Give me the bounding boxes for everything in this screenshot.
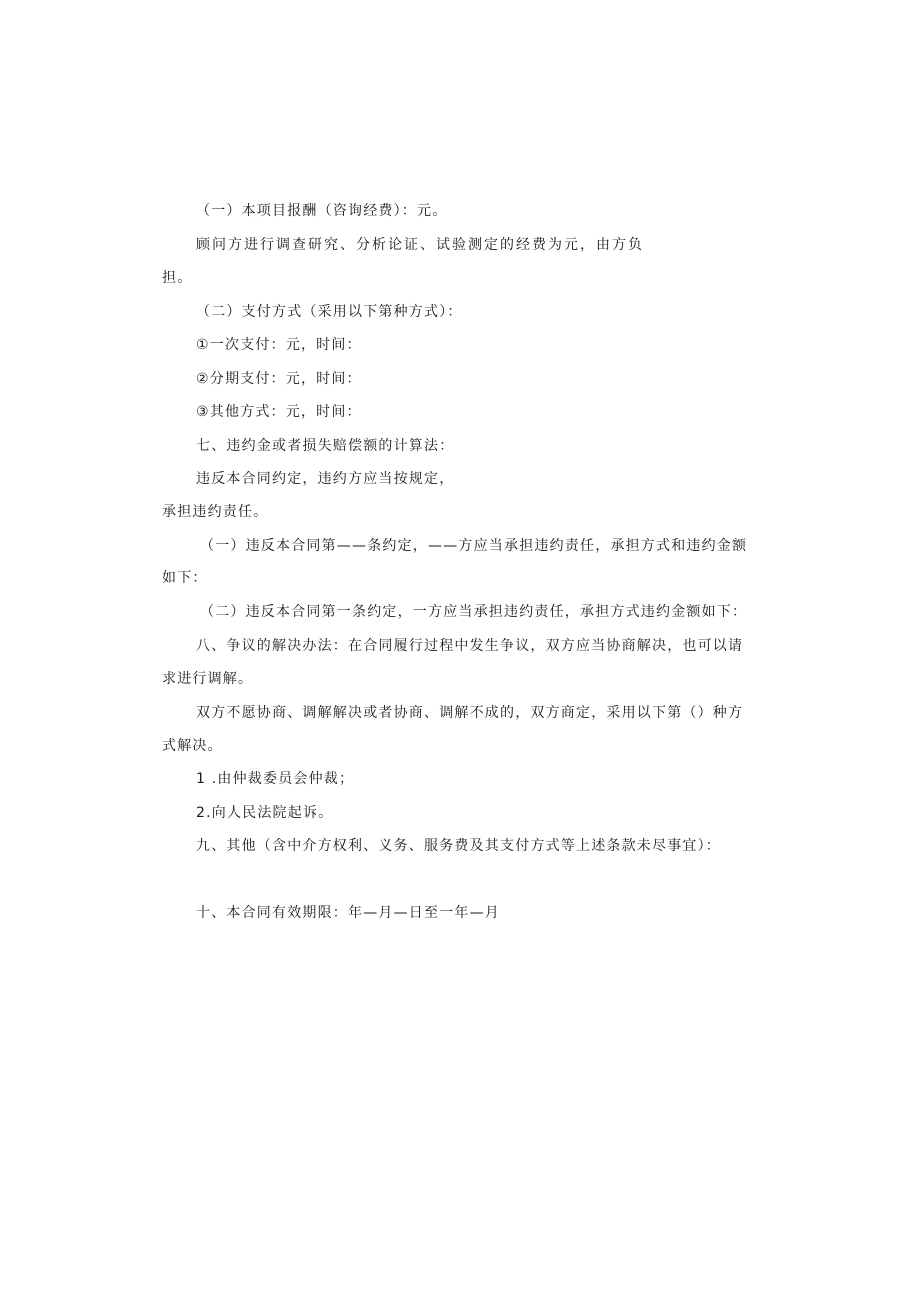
paragraph-payment-once: ①一次支付：元，时间：	[196, 337, 362, 353]
section-8-cont: 求进行调解。	[162, 671, 254, 687]
paragraph-breach-2: （二）违反本合同第一条约定，一方应当承担违约责任，承担方式违约金额如下：	[200, 604, 748, 620]
paragraph-fee-research: 顾问方进行调查研究、分析论证、试验测定的经费为元，由方负	[196, 237, 644, 253]
section-9-title: 九、其他（含中介方权利、义务、服务费及其支付方式等上述条款未尽事宜）：	[196, 838, 721, 854]
paragraph-dispute: 双方不愿协商、调解解决或者协商、调解不成的，双方商定，采用以下第（）种方	[196, 705, 744, 721]
paragraph-breach-1: （一）违反本合同第——条约定，——方应当承担违约责任，承担方式和违约金额	[200, 538, 748, 554]
paragraph-fee-research-cont: 担。	[162, 270, 193, 286]
section-8-title: 八、争议的解决办法：在合同履行过程中发生争议，双方应当协商解决，也可以请	[196, 638, 744, 654]
paragraph-fee-total: （一）本项目报酬（咨询经费）：元。	[196, 203, 448, 219]
section-7-body-cont: 承担违约责任。	[162, 504, 269, 520]
paragraph-dispute-cont: 式解决。	[162, 738, 223, 754]
option-arbitration: 1 .由仲裁委员会仲裁；	[196, 771, 355, 787]
section-7-title: 七、违约金或者损失赔偿额的计算法：	[196, 438, 455, 454]
paragraph-breach-1-cont: 如下：	[162, 570, 208, 586]
paragraph-payment-other: ③其他方式：元，时间：	[196, 404, 362, 420]
option-court: 2.向人民法院起诉。	[196, 805, 334, 821]
section-10-title: 十、本合同有效期限：年—月—日至一年—月	[196, 905, 500, 921]
paragraph-payment-installment: ②分期支付：元，时间：	[196, 371, 362, 387]
paragraph-payment-method: （二）支付方式（采用以下第种方式）：	[196, 304, 463, 320]
section-7-body: 违反本合同约定，违约方应当按规定，	[196, 471, 455, 487]
